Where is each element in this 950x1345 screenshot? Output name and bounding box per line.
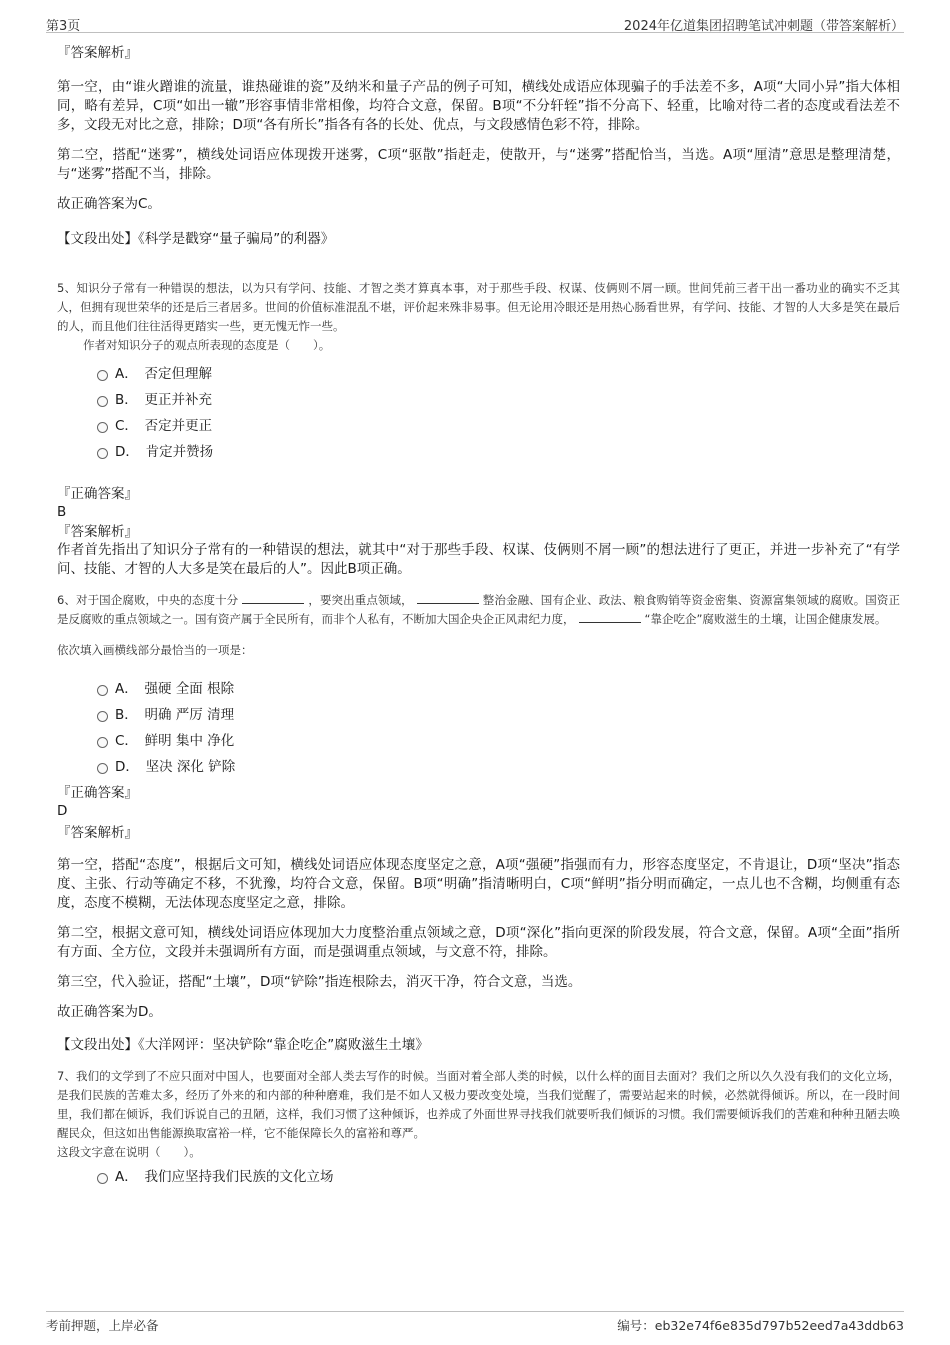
- q5-analysis: 作者首先指出了知识分子常有的一种错误的想法，就其中“对于那些手段、权谋、伎俩则不屑一顾”的想法进行了更正，并进一步补充了“有学问、技能、才智的人大多是笑在最后的人”。因此B项正确。: [57, 542, 900, 577]
- q6-analysis-para2: 第二空，根据文意可知，横线处词语应体现加大力度整治重点领域之意，D项“深化”指向更深的阶段发展，符合文意，保留。A项“全面”指所有方面、全方位，文段并未强调所有方面，而是强调重点领域，与文意不符，排除。: [57, 925, 900, 960]
- page-footer: [46, 1311, 904, 1334]
- blank-1: [242, 591, 304, 604]
- radio-icon[interactable]: [97, 685, 108, 696]
- q4-analysis-label: 『答案解析』: [57, 45, 138, 61]
- q6-option-d[interactable]: [57, 754, 900, 780]
- option-label: A． 我们应坚持我们民族的文化立场: [115, 1169, 334, 1185]
- q5-answer-label: 『正确答案』: [57, 486, 138, 502]
- q5-answer: B: [57, 504, 67, 520]
- q7-stem: 7、我们的文学到了不应只面对中国人，也要面对全部人类去写作的时候。当面对着全部人类的时候，以什么样的面目去面对？我们之所以久久没有我们的文化立场，是我们民族的苦难太多，经历了外来的和内部的种种磨难，我们是不如人又极力要改变处境，当我们觉醒了，需要站起来的时候，必然就得倾诉。所以，在一段时间里，我们都在倾诉，我们诉说自己的丑陋，这样，我们习惯了这种倾诉，也养成了外面世界寻找我们就要听我们倾诉的习惯。我们需要倾诉我们的苦难和种种丑陋去唤醒民众，但这如出售能源换取富裕一样，它不能保障长久的富裕和尊严。: [57, 1069, 900, 1140]
- q5-option-d[interactable]: [57, 439, 900, 465]
- q6-analysis-para1: 第一空，搭配“态度”，根据后文可知，横线处词语应体现态度坚定之意，A项“强硬”指强而有力，形容态度坚定，不肯退让，D项“坚决”指态度、主张、行动等确定不移，不犹豫，均符合文意，保留。B项“明确”指清晰明白，C项“鲜明”指分明而确定，一点儿也不含糊，均侧重有态度，态度不模糊，无法体现态度坚定之意，排除。: [57, 857, 900, 911]
- radio-icon[interactable]: [97, 396, 108, 407]
- radio-icon[interactable]: [97, 370, 108, 381]
- document-title: 2024年亿道集团招聘笔试冲刺题（带答案解析）: [623, 19, 904, 34]
- q4-source: 【文段出处】《科学是戳穿“量子骗局”的利器》: [57, 231, 335, 247]
- radio-icon[interactable]: [97, 1173, 108, 1184]
- blank-3: [579, 610, 641, 623]
- q7-options: [57, 1164, 900, 1190]
- q6-question: 依次填入画横线部分最恰当的一项是：: [57, 643, 253, 657]
- q5-stem: 5、知识分子常有一种错误的想法，以为只有学问、技能、才智之类才算真本事，对于那些手段、权谋、伎俩则不屑一顾。世间凭前三者干出一番功业的确实不乏其人，但拥有现世荣华的还是后三者居多。世间的价值标准混乱不堪，评价起来殊非易事。但无论用冷眼还是用热心肠看世界，有学问、技能、才智的人大多是笑在最后的人，而且他们往往活得更踏实一些，更无愧无怍一些。: [57, 281, 900, 333]
- radio-icon[interactable]: [97, 448, 108, 459]
- q6-analysis-para3: 第三空，代入验证，搭配“土壤”，D项“铲除”指连根除去，消灭干净，符合文意，当选。: [57, 974, 582, 990]
- q6-answer: D: [57, 803, 68, 819]
- footer-slogan: 考前押题，上岸必备: [46, 1318, 159, 1333]
- q5-option-c[interactable]: [57, 413, 900, 439]
- document-body: [57, 44, 900, 1190]
- document-id: 编号：eb32e74f6e835d797b52eed7a43ddb63: [617, 1318, 904, 1333]
- q7-question: 这段文字意在说明（ ）。: [57, 1145, 201, 1159]
- option-label: A． 强硬 全面 根除: [115, 681, 235, 697]
- q6-option-a[interactable]: [57, 676, 900, 702]
- q6-answer-label: 『正确答案』: [57, 785, 138, 801]
- q6-options: [57, 676, 900, 780]
- q4-analysis-para1: 第一空，由“谁火蹭谁的流量，谁热碰谁的瓷”及纳米和量子产品的例子可知，横线处成语应体现骗子的手法差不多，A项“大同小异”指大体相同，略有差异，C项“如出一辙”形容事情非常相像，均符合文意，保留。B项“不分轩轾”指不分高下、轻重，比喻对待二者的态度或看法差不多，文段无对比之意，排除；D项“各有所长”指各有各的长处、优点，与文段感情色彩不符，排除。: [57, 79, 900, 133]
- radio-icon[interactable]: [97, 763, 108, 774]
- q6-analysis-label: 『答案解析』: [57, 825, 138, 841]
- option-label: B． 更正并补充: [115, 392, 213, 408]
- q6-source: 【文段出处】《大洋网评：坚决铲除“靠企吃企”腐败滋生土壤》: [57, 1037, 429, 1053]
- option-label: C． 鲜明 集中 净化: [115, 733, 235, 749]
- q5-question: 作者对知识分子的观点所表现的态度是（ ）。: [83, 338, 331, 352]
- q6-conclusion: 故正确答案为D。: [57, 1004, 162, 1020]
- q6-option-b[interactable]: [57, 702, 900, 728]
- q5-option-b[interactable]: [57, 387, 900, 413]
- q4-conclusion: 故正确答案为C。: [57, 196, 161, 212]
- page-header: [46, 12, 904, 33]
- q6-stem: 6、对于国企腐败，中央的态度十分 ，要突出重点领域， 整治金融、国有企业、政法、粮食购销等资金密集、资源富集领域的腐败。国资正是反腐败的重点领域之一。国有资产属于全民所有，而非个人私有，不断加大国企央企正风肃纪力度， “靠企吃企”腐败滋生的土壤，让国企健康发展。: [57, 593, 900, 626]
- q5-options: [57, 361, 900, 465]
- option-label: D． 坚决 深化 铲除: [115, 759, 236, 775]
- radio-icon[interactable]: [97, 737, 108, 748]
- option-label: D． 肯定并赞扬: [115, 444, 214, 460]
- option-label: C． 否定并更正: [115, 418, 213, 434]
- page-number: 第3页: [46, 19, 81, 34]
- option-label: A． 否定但理解: [115, 366, 212, 382]
- q7-option-a[interactable]: [57, 1164, 900, 1190]
- radio-icon[interactable]: [97, 422, 108, 433]
- q5-option-a[interactable]: [57, 361, 900, 387]
- q5-analysis-label: 『答案解析』: [57, 524, 138, 540]
- q4-analysis-para2: 第二空，搭配“迷雾”，横线处词语应体现拨开迷雾，C项“驱散”指赶走，使散开，与“迷雾”搭配恰当，当选。A项“厘清”意思是整理清楚，与“迷雾”搭配不当，排除。: [57, 147, 900, 182]
- q6-option-c[interactable]: [57, 728, 900, 754]
- radio-icon[interactable]: [97, 711, 108, 722]
- blank-2: [417, 591, 479, 604]
- option-label: B． 明确 严厉 清理: [115, 707, 235, 723]
